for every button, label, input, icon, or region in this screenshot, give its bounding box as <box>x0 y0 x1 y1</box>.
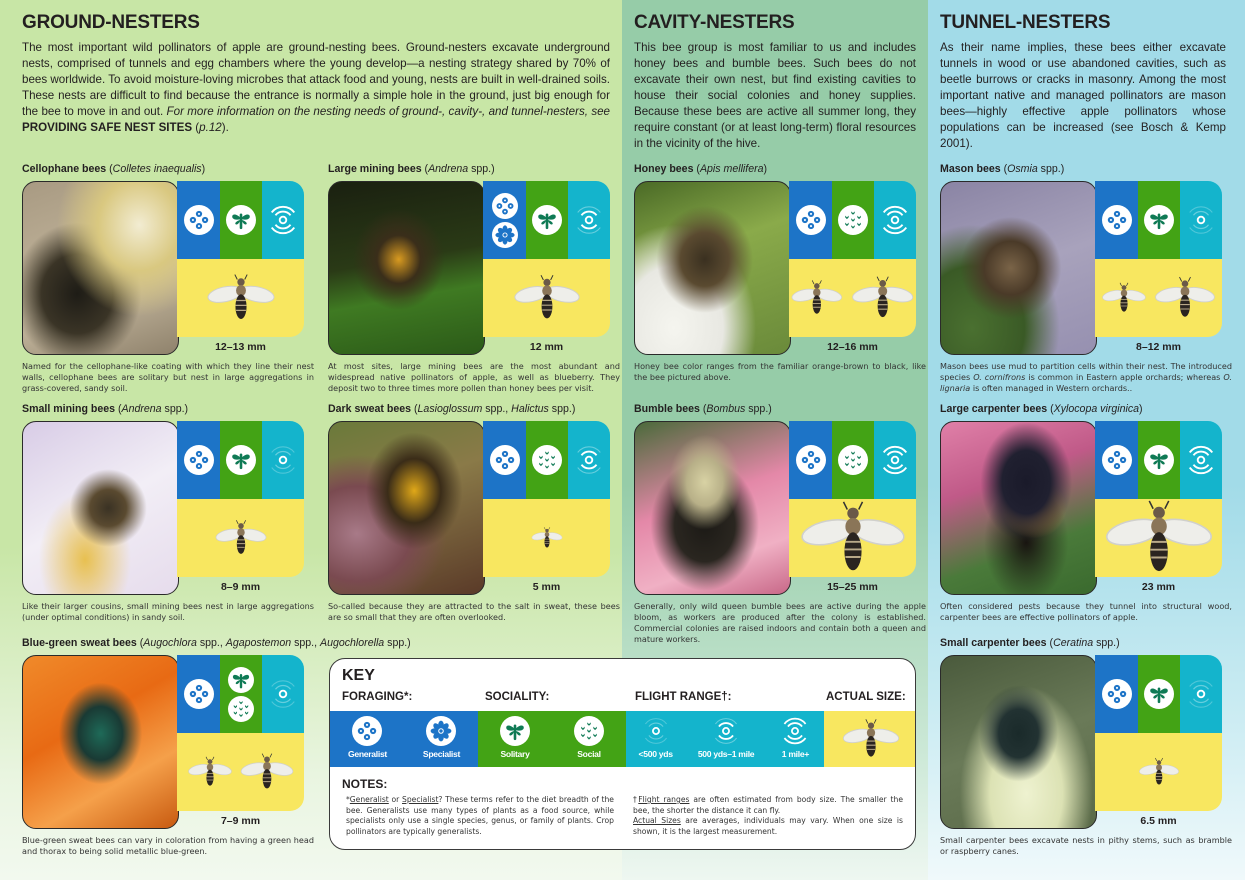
notes-title: NOTES: <box>342 777 388 791</box>
ground-nesters-intro: The most important wild pollinators of apple are ground-nesting bees. Ground-nesters excavate underground nests, comprised of tunnels and egg chambers where the young develop—a nesting strategy shared by 70% of bees worldwide. To avoid moisture-loving microbes that attack food and young, nests are built in well-drained soils. These nests are difficult to find because the entrance is normally a simple hole in the ground, just big enough for the bee to move in and out. For more information on the nesting needs of ground-, cavity-, and tunnel-nesters, see PROVIDING SAFE NEST SITES (p.12). <box>22 41 611 134</box>
card-description: At most sites, large mining bees are the most abundant and widespread native pollinators of apple, as well as blueberry. They deposit two to three times more pollen than honey bees per visit. <box>328 361 620 393</box>
card-description: Mason bees use mud to partition cells within their nest. The introduced species O. cornifrons is common in Eastern apple orchards; whereas O. lignaria is often managed in Western orchards.. <box>940 361 1232 393</box>
flight-range-long-icon <box>879 204 911 236</box>
card-title: Large carpenter bees (Xylocopa virginica) <box>940 403 1143 415</box>
bee-card-small-carpenter <box>940 637 1232 857</box>
bee-photo <box>940 421 1097 595</box>
card-description: Like their larger cousins, small mining bees nest in large aggregations (under optimal conditions) in sandy soil. <box>22 601 314 622</box>
trait-panel <box>483 181 610 337</box>
actual-size-bee-icon <box>204 273 278 323</box>
bee-card-large-carpenter <box>940 403 1232 623</box>
specialist-icon <box>426 716 456 746</box>
flight-range-medium-icon <box>573 444 605 476</box>
actual-size-bee-small-icon <box>1100 281 1148 315</box>
trait-panel <box>789 421 916 577</box>
actual-size-bee-large-icon <box>238 752 296 792</box>
solitary-icon <box>228 667 254 693</box>
size-label: 12 mm <box>529 341 564 353</box>
cavity-nesters-intro: This bee group is most familiar to us and includes honey bees and bumble bees. Such bees do not excavate their own nest, but find existing cavities to house their social colonies and honey supplies. Because these bees are active all summer long, they require constant (or at least long-term) floral resources in the vicinity of the hive. <box>634 41 916 150</box>
flight-range-short-icon <box>640 716 672 746</box>
flight-range-short-icon <box>267 678 299 710</box>
note-foraging: *Generalist or Specialist? These terms refer to the diet breadth of the bee. Generalists use many types of plants as a food source, while specialists only use a single species, genus, or family of plants. Crop pollinators are typically generalists. <box>346 795 614 836</box>
bee-photo <box>22 181 179 355</box>
card-title: Dark sweat bees (Lasioglossum spp., Halictus spp.) <box>328 403 576 415</box>
generalist-icon <box>796 205 826 235</box>
actual-size-bee-icon <box>511 274 583 322</box>
trait-panel <box>177 421 304 577</box>
solitary-icon <box>226 445 256 475</box>
bee-photo <box>328 181 485 355</box>
bee-photo <box>634 421 791 595</box>
card-description: Honey bee color ranges from the familiar orange-brown to black, like the bee pictured above. <box>634 361 926 382</box>
generalist-icon <box>184 205 214 235</box>
card-title: Cellophane bees (Colletes inaequalis) <box>22 163 206 175</box>
actual-size-bee-icon <box>213 519 269 557</box>
social-icon <box>574 716 604 746</box>
generalist-icon <box>492 193 518 219</box>
flight-range-long-icon <box>267 204 299 236</box>
actual-size-bee-large-icon <box>849 270 916 326</box>
nest-sites-reference: PROVIDING SAFE NEST SITES <box>22 121 193 134</box>
card-description: Blue-green sweat bees can vary in coloration from having a green head and thorax to being solid metallic blue-green. <box>22 835 314 856</box>
social-icon <box>838 205 868 235</box>
flight-range-legend: <500 yds 500 yds–1 mile 1 mile+ <box>626 711 824 767</box>
size-label: 15–25 mm <box>827 581 878 593</box>
flight-range-long-icon <box>1185 444 1217 476</box>
flight-range-medium-icon <box>573 204 605 236</box>
solitary-icon <box>1144 205 1174 235</box>
bee-photo <box>328 421 485 595</box>
generalist-icon <box>490 445 520 475</box>
actual-size-bee-small-icon <box>789 275 845 321</box>
solitary-icon <box>1144 445 1174 475</box>
flight-range-long-icon <box>879 444 911 476</box>
social-icon <box>838 445 868 475</box>
card-title: Honey bees (Apis mellifera) <box>634 163 768 175</box>
card-description: Small carpenter bees excavate nests in pithy stems, such as bramble or raspberry canes. <box>940 835 1232 856</box>
actual-size-heading: ACTUAL SIZE: <box>826 691 906 703</box>
card-title: Large mining bees (Andrena spp.) <box>328 163 495 175</box>
trait-panel <box>1095 421 1222 577</box>
card-title: Small mining bees (Andrena spp.) <box>22 403 189 415</box>
size-label: 8–9 mm <box>220 581 261 593</box>
cavity-nesters-title: CAVITY-NESTERS <box>634 12 795 33</box>
bee-card-bumble <box>634 403 926 645</box>
card-description: Named for the cellophane-like coating with which they line their nest walls, cellophane bees are solitary but nest in large aggregations in grass-covered, sandy soil. <box>22 361 314 393</box>
bee-photo <box>940 655 1097 829</box>
bee-card-mason <box>940 163 1232 394</box>
solitary-icon <box>532 205 562 235</box>
bee-card-large-mining <box>328 163 620 394</box>
flight-range-medium-icon <box>710 716 742 746</box>
tunnel-nesters-title: TUNNEL-NESTERS <box>940 12 1111 33</box>
social-icon <box>532 445 562 475</box>
solitary-icon <box>226 205 256 235</box>
solitary-icon <box>500 716 530 746</box>
card-title: Bumble bees (Bombus spp.) <box>634 403 772 415</box>
size-label: 7–9 mm <box>220 815 261 827</box>
card-title: Mason bees (Osmia spp.) <box>940 163 1065 175</box>
actual-size-bee-icon <box>530 526 564 550</box>
trait-panel <box>1095 655 1222 811</box>
actual-size-bee-large-icon <box>1152 275 1218 321</box>
actual-size-bee-small-icon <box>186 755 234 789</box>
trait-panel <box>177 181 304 337</box>
bee-photo <box>22 655 179 829</box>
card-description: Often considered pests because they tunnel into structural wood, carpenter bees are effective pollinators of apple. <box>940 601 1232 622</box>
bee-card-honey <box>634 163 926 383</box>
card-description: So-called because they are attracted to the salt in sweat, these bees are so small that they are often overlooked. <box>328 601 620 622</box>
sociality-heading: SOCIALITY: <box>485 691 550 703</box>
card-title: Small carpenter bees (Ceratina spp.) <box>940 637 1120 649</box>
ground-nesters-title: GROUND-NESTERS <box>22 12 200 33</box>
size-label: 6.5 mm <box>1140 815 1177 827</box>
generalist-icon <box>1102 205 1132 235</box>
flight-range-heading: FLIGHT RANGE†: <box>635 691 732 703</box>
trait-panel <box>483 421 610 577</box>
trait-panel <box>789 181 916 337</box>
key-title: KEY <box>342 667 375 684</box>
actual-size-legend <box>824 711 916 767</box>
solitary-icon <box>1144 679 1174 709</box>
note-flight-range: †Flight ranges are often estimated from body size. The smaller the bee, the shorter the distance it can fly. Actual Sizes are averages, individuals may vary. When one size is shown, it is the largest measurement. <box>633 795 903 836</box>
bee-photo <box>22 421 179 595</box>
actual-size-bee-icon <box>840 718 902 760</box>
actual-size-bee-icon <box>1137 757 1181 787</box>
sociality-legend: Solitary Social <box>478 711 626 767</box>
foraging-heading: FORAGING*: <box>342 691 413 703</box>
generalist-icon <box>796 445 826 475</box>
size-label: 8–12 mm <box>1136 341 1181 353</box>
specialist-icon <box>492 222 518 248</box>
generalist-icon <box>352 716 382 746</box>
key-legend-box <box>329 658 916 850</box>
size-label: 12–13 mm <box>215 341 266 353</box>
bee-photo <box>940 181 1097 355</box>
card-title: Blue-green sweat bees (Augochlora spp., Agapostemon spp., Augochlorella spp.) <box>22 637 411 649</box>
generalist-icon <box>1102 445 1132 475</box>
size-label: 12–16 mm <box>827 341 878 353</box>
flight-range-short-icon <box>1185 204 1217 236</box>
bee-card-cellophane <box>22 163 314 394</box>
tunnel-nesters-intro: As their name implies, these bees either excavate tunnels in wood or use abandoned cavities, such as beetle burrows or cracks in masonry. Among the most important native and managed pollinators are mason bees—highly effective apple pollinators whose populations can be increased (see Bosch & Kemp 2001). <box>940 41 1226 150</box>
generalist-icon <box>1102 679 1132 709</box>
actual-size-bee-icon <box>793 500 913 576</box>
generalist-icon <box>184 679 214 709</box>
size-label: 5 mm <box>532 581 561 593</box>
flight-range-short-icon <box>1185 678 1217 710</box>
bee-card-dark-sweat <box>328 403 620 623</box>
trait-panel <box>1095 181 1222 337</box>
trait-panel <box>177 655 304 811</box>
generalist-icon <box>184 445 214 475</box>
flight-range-short-icon <box>267 444 299 476</box>
card-description: Generally, only wild queen bumble bees are active during the apple bloom, as workers are produced after the colony is established. Commercial colonies are raised indoors and contain both a queen and mature workers. <box>634 601 926 644</box>
bee-photo <box>634 181 791 355</box>
foraging-legend: Generalist Specialist <box>330 711 478 767</box>
size-label: 23 mm <box>1141 581 1176 593</box>
actual-size-bee-icon <box>1097 499 1221 577</box>
flight-range-long-icon <box>779 716 811 746</box>
bee-card-small-mining <box>22 403 314 623</box>
social-icon <box>228 696 254 722</box>
